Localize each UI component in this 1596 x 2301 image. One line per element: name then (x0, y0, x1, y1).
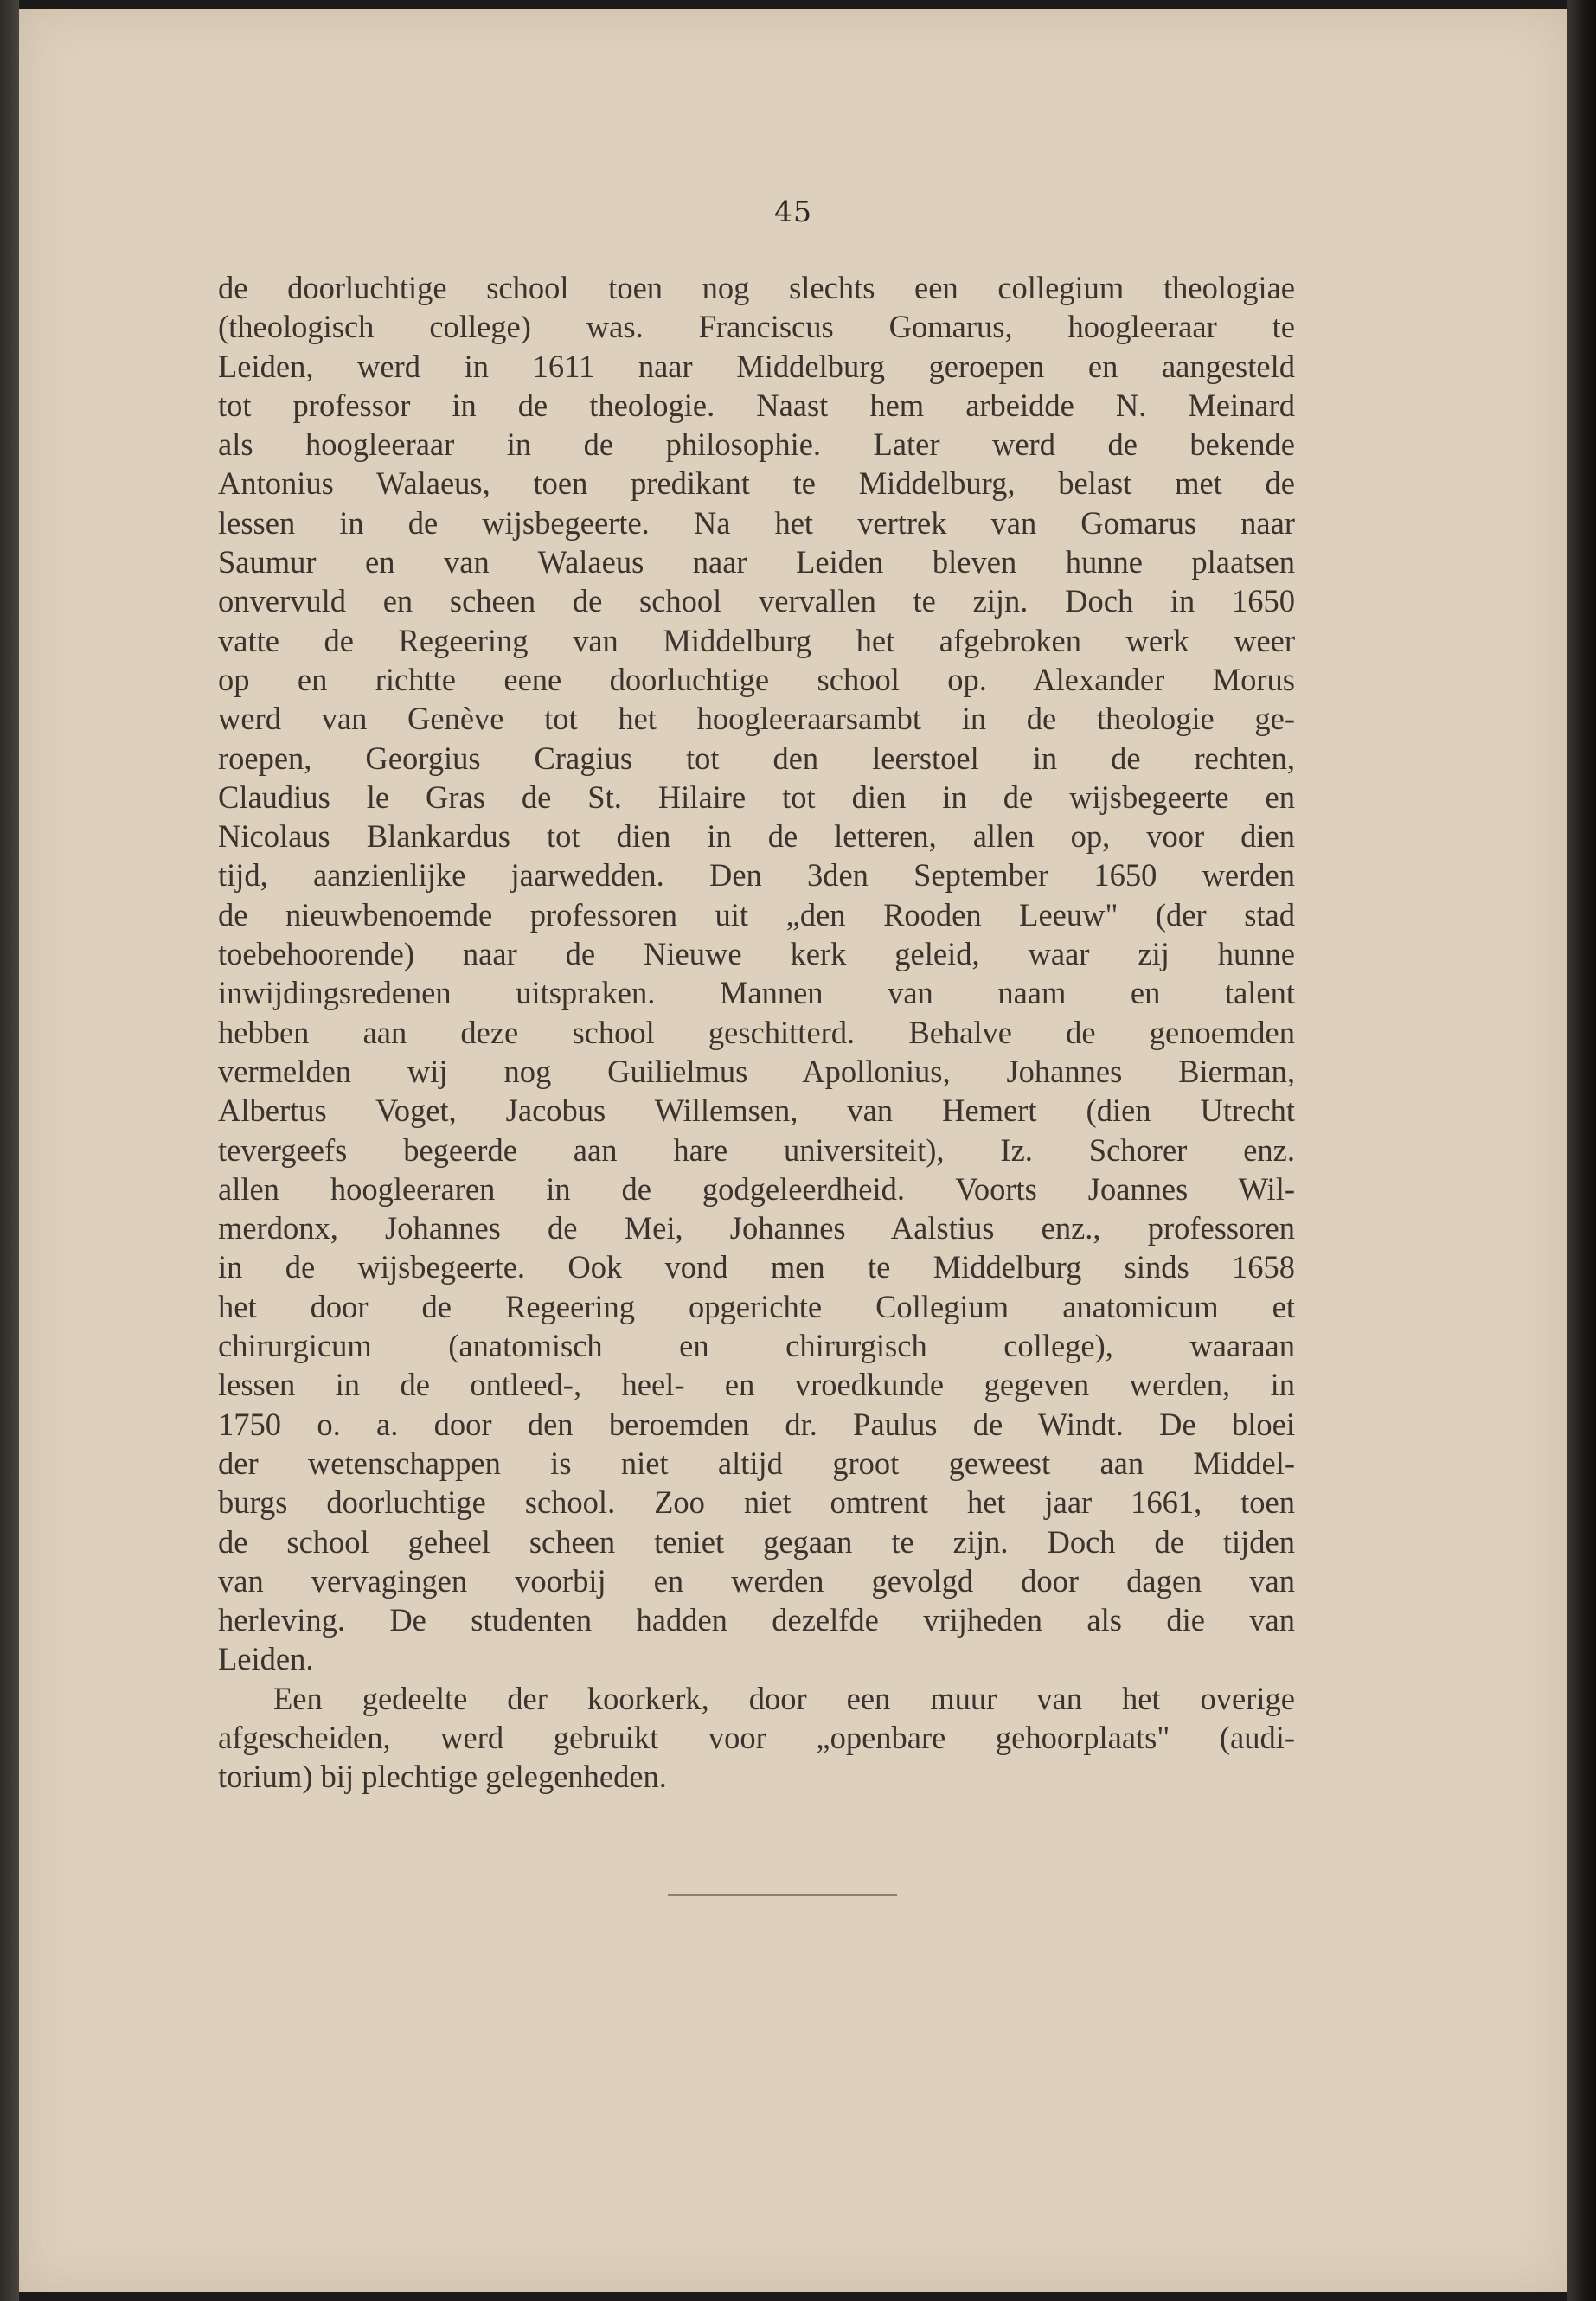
book-page (19, 9, 1567, 2292)
book-cover-edge-right (1567, 0, 1596, 2301)
text-line: inwijdingsredenen uitspraken. Mannen van naam en talent (218, 975, 1295, 1011)
end-rule (668, 1894, 897, 1896)
text-line: Leiden, werd in 1611 naar Middelburg geroepen en aangesteld (218, 348, 1295, 384)
text-line: het door de Regeering opgerichte Collegium anatomicum et (218, 1288, 1295, 1324)
text-line: burgs doorluchtige school. Zoo niet omtrent het jaar 1661, toen (218, 1484, 1295, 1521)
text-line: roepen, Georgius Cragius tot den leerstoel in de rechten, (218, 740, 1295, 776)
text-line: vermelden wij nog Guilielmus Apollonius, Johannes Bierman, (218, 1053, 1295, 1089)
text-line: merdonx, Johannes de Mei, Johannes Aalstius enz., professoren (218, 1210, 1295, 1247)
text-line: Antonius Walaeus, toen predikant te Middelburg, belast met de (218, 465, 1295, 502)
body-text (218, 268, 1295, 1797)
text-line: (theologisch college) was. Franciscus Gomarus, hoogleeraar te (218, 309, 1295, 345)
text-line: der wetenschappen is niet altijd groot geweest aan Middel- (218, 1445, 1295, 1481)
text-line: herleving. De studenten hadden dezelfde vrijheden als die van (218, 1602, 1295, 1638)
text-line: in de wijsbegeerte. Ook vond men te Middelburg sinds 1658 (218, 1249, 1295, 1285)
text-line: Claudius le Gras de St. Hilaire tot dien in de wijsbegeerte en (218, 779, 1295, 815)
text-line: Nicolaus Blankardus tot dien in de letteren, allen op, voor dien (218, 818, 1295, 855)
text-line: allen hoogleeraren in de godgeleerdheid. Voorts Joannes Wil- (218, 1170, 1295, 1207)
text-line: torium) bij plechtige gelegenheden. (218, 1759, 667, 1795)
page-number: 45 (774, 195, 812, 228)
text-line: tevergeefs begeerde aan hare universiteit), Iz. Schorer enz. (218, 1131, 1295, 1168)
text-line: de nieuwbenoemde professoren uit „den Rooden Leeuw" (der stad (218, 896, 1295, 933)
binding-edge-left (0, 0, 19, 2301)
text-line: 1750 o. a. door den beroemden dr. Paulus de Windt. De bloei (218, 1406, 1295, 1442)
text-line: onvervuld en scheen de school vervallen te zijn. Doch in 1650 (218, 583, 1295, 619)
text-line: de school geheel scheen teniet gegaan te zijn. Doch de tijden (218, 1523, 1295, 1560)
text-line: Albertus Voget, Jacobus Willemsen, van Hemert (dien Utrecht (218, 1093, 1295, 1129)
text-line: chirurgicum (anatomisch en chirurgisch college), waaraan (218, 1328, 1295, 1364)
text-line: Leiden. (218, 1641, 314, 1677)
text-line: van vervagingen voorbij en werden gevolgd door dagen van (218, 1562, 1295, 1599)
text-line: vatte de Regeering van Middelburg het afgebroken werk weer (218, 622, 1295, 658)
text-line: lessen in de wijsbegeerte. Na het vertrek van Gomarus naar (218, 504, 1295, 541)
text-line: tot professor in de theologie. Naast hem arbeidde N. Meinard (218, 387, 1295, 423)
text-line: Saumur en van Walaeus naar Leiden bleven hunne plaatsen (218, 544, 1295, 580)
text-line: werd van Genève tot het hoogleeraarsambt in de theologie ge- (218, 701, 1295, 737)
text-line: hebben aan deze school geschitterd. Behalve de genoemden (218, 1014, 1295, 1050)
text-line: Een gedeelte der koorkerk, door een muur van het overige (273, 1680, 1295, 1716)
text-line: op en richtte eene doorluchtige school op. Alexander Morus (218, 661, 1295, 697)
text-line: tijd, aanzienlijke jaarwedden. Den 3den September 1650 werden (218, 857, 1295, 894)
text-line: de doorluchtige school toen nog slechts een collegium theologiae (218, 270, 1295, 305)
text-line: afgescheiden, werd gebruikt voor „openbare gehoorplaats" (audi- (218, 1719, 1295, 1755)
text-line: toebehoorende) naar de Nieuwe kerk geleid, waar zij hunne (218, 936, 1295, 972)
text-line: lessen in de ontleed-, heel- en vroedkunde gegeven werden, in (218, 1367, 1295, 1403)
text-line: als hoogleeraar in de philosophie. Later werd de bekende (218, 426, 1295, 463)
